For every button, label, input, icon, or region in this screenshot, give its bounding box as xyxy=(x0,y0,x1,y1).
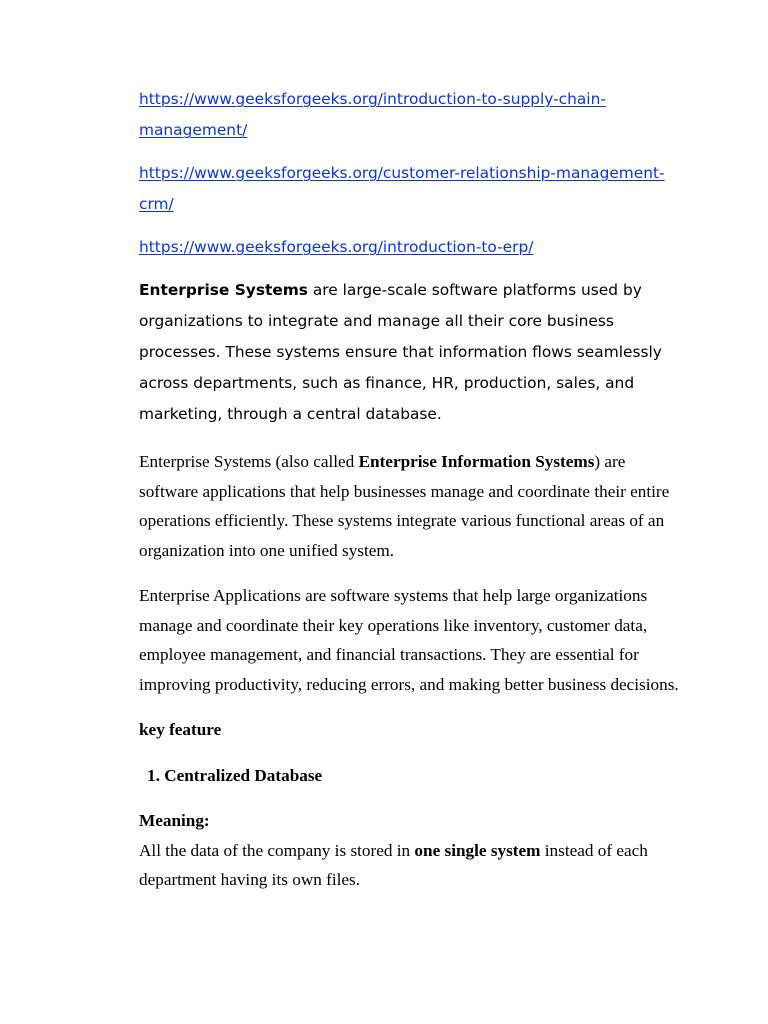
reference-link-crm[interactable] xyxy=(139,164,665,213)
link-text-line: https://www.geeksforgeeks.org/introduction-to-supply-chain- xyxy=(139,90,606,108)
paragraph-text: Enterprise Systems (also called xyxy=(139,452,359,471)
paragraph-text: ) are software applications that help businesses manage and coordinate their entire operations efficiently. These systems integrate various functional areas of an organization into one unified system. xyxy=(139,452,670,560)
link-text-line: https://www.geeksforgeeks.org/introduction-to-erp/ xyxy=(139,238,534,256)
reference-link-paragraph xyxy=(139,232,684,263)
bold-term: Enterprise Information Systems xyxy=(358,452,595,471)
link-text-line: management/ xyxy=(139,121,248,139)
list-item-centralized-database: 1. Centralized Database xyxy=(147,765,323,785)
meaning-label: Meaning: xyxy=(139,811,210,830)
paragraph-text: instead of each department having its own files. xyxy=(139,840,648,889)
reference-link-erp[interactable] xyxy=(139,238,533,256)
key-feature-heading: key feature xyxy=(139,720,222,739)
reference-link-supply-chain[interactable] xyxy=(139,90,606,139)
link-text-line: crm/ xyxy=(139,195,174,213)
bold-term: one single system xyxy=(414,840,541,860)
paragraph-text: Enterprise Applications are software systems that help large organizations manage and coordinate their key operations like inventory, customer data, employee management, and financial transactions. They are essential for improving productivity, reducing errors, and making better business decisions. xyxy=(139,586,679,694)
link-text-line: https://www.geeksforgeeks.org/customer-relationship-management- xyxy=(139,164,665,182)
enterprise-information-systems-paragraph xyxy=(139,447,684,565)
enterprise-applications-paragraph xyxy=(139,581,684,699)
enterprise-systems-definition xyxy=(139,275,684,430)
document-content xyxy=(139,84,684,895)
paragraph-text: All the data of the company is stored in xyxy=(139,840,415,860)
bold-term: Enterprise Systems xyxy=(139,281,308,299)
paragraph-text: are large-scale software platforms used by organizations to integrate and manage all their core business processes. These systems ensure that information flows seamlessly across departments, such as finance, HR, production, sales, and marketing, through a central database. xyxy=(139,281,662,423)
reference-link-paragraph xyxy=(139,158,684,220)
reference-link-paragraph xyxy=(139,84,684,146)
meaning-paragraph xyxy=(139,806,684,895)
